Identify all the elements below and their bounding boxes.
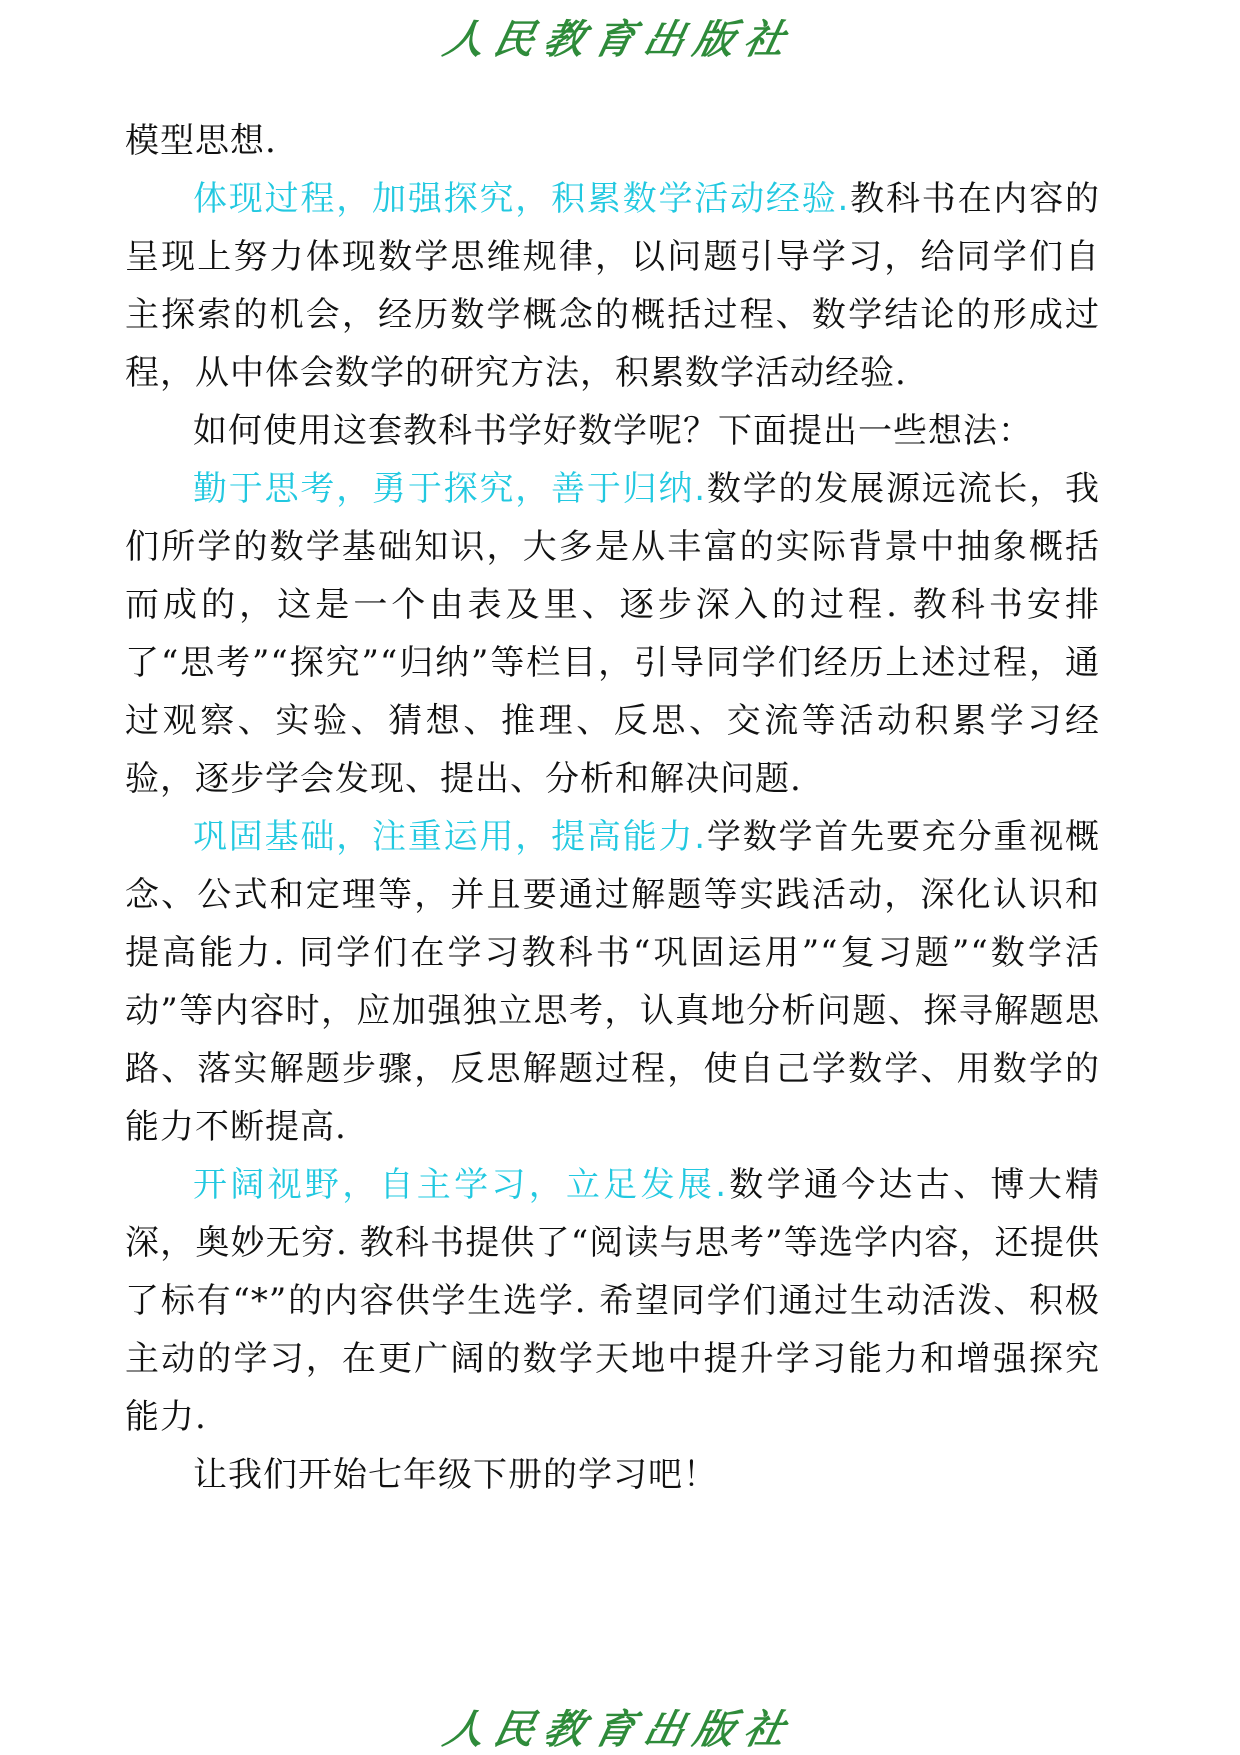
publisher-logo-bottom: 人民教育出版社 — [439, 1706, 800, 1753]
paragraph — [125, 170, 1100, 402]
paragraph-text: 让我们开始七年级下册的学习吧！ — [193, 1455, 718, 1495]
paragraph — [125, 112, 1100, 170]
page-body — [125, 112, 1100, 1504]
paragraph-text: 模型思想. — [125, 121, 277, 161]
paragraph-text: 数学的发展源远流长，我们所学的数学基础知识，大多是从丰富的实际背景中抽象概括而成的，这是一个由表及里、逐步深入的过程. 教科书安排了“思考”“探究”“归纳”等栏目，引导同学们经历上述过程，通过观察、实验、猜想、推理、反思、交流等活动积累学习经验，逐步学会发现、提出、分析和解决问题. — [125, 469, 1101, 799]
paragraph-heading: 勤于思考，勇于探究，善于归纳. — [193, 469, 707, 509]
paragraph — [125, 402, 1100, 460]
paragraph-text: 数学通今达古、博大精深，奥妙无穷. 教科书提供了“阅读与思考”等选学内容，还提供了标有“*”的内容供学生选学. 希望同学们通过生动活泼、积极主动的学习，在更广阔的数学天地中提升学习能力和增强探究能力. — [125, 1165, 1100, 1437]
paragraph-heading: 体现过程，加强探究，积累数学活动经验. — [193, 179, 850, 219]
paragraph — [125, 808, 1100, 1156]
paragraph — [125, 1156, 1100, 1446]
paragraph-text: 如何使用这套教科书学好数学呢？下面提出一些想法： — [193, 411, 1033, 451]
paragraph-text: 学数学首先要充分重视概念、公式和定理等，并且要通过解题等实践活动，深化认识和提高能力. 同学们在学习教科书“巩固运用”“复习题”“数学活动”等内容时，应加强独立思考，认真地分析问题、探寻解题思路、落实解题步骤，反思解题过程，使自己学数学、用数学的能力不断提高. — [125, 817, 1101, 1147]
paragraph — [125, 1446, 1100, 1504]
publisher-logo-top: 人民教育出版社 — [439, 16, 800, 63]
paragraph-heading: 巩固基础，注重运用，提高能力. — [193, 817, 707, 857]
paragraph-text: 教科书在内容的呈现上努力体现数学思维规律，以问题引导学习，给同学们自主探索的机会，经历数学概念的概括过程、数学结论的形成过程，从中体会数学的研究方法，积累数学活动经验. — [125, 179, 1100, 393]
paragraph-heading: 开阔视野，自主学习，立足发展. — [193, 1165, 727, 1205]
paragraph — [125, 460, 1100, 808]
